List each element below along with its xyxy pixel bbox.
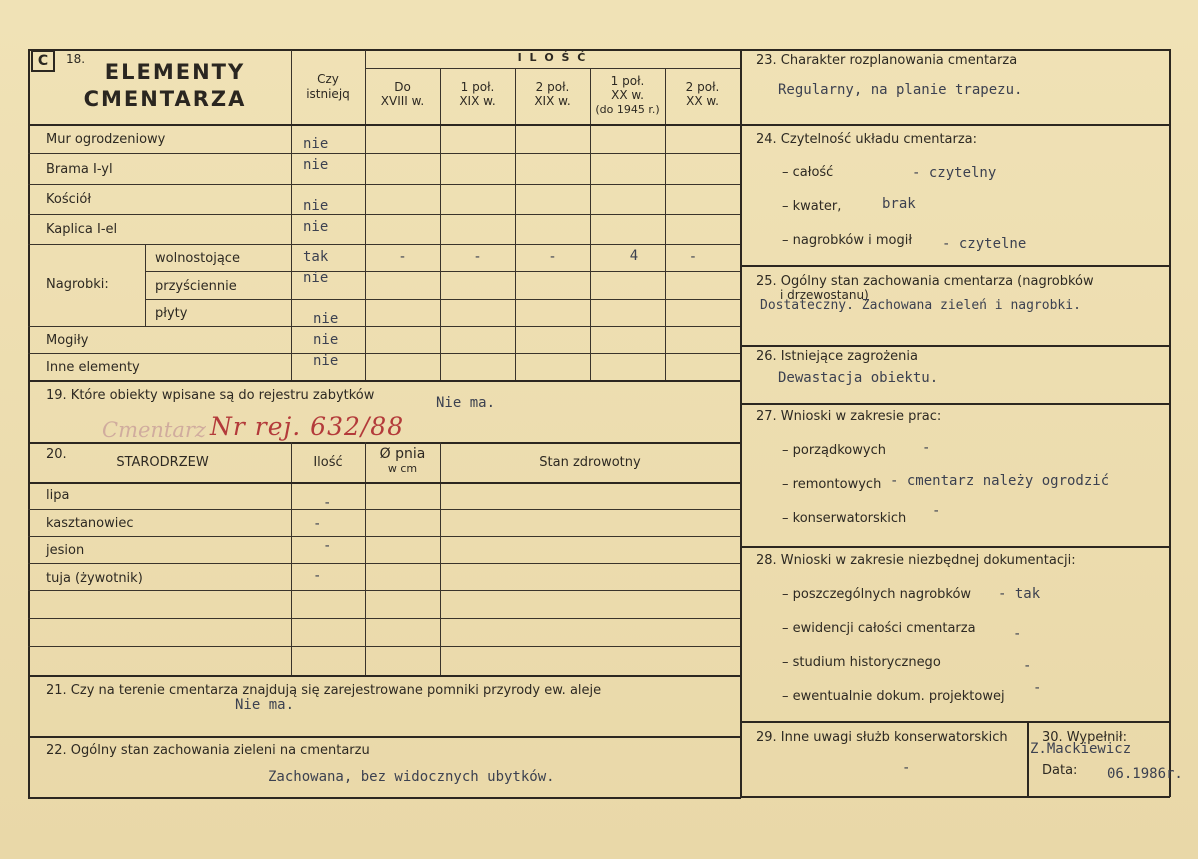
exists-value: nie xyxy=(303,198,329,214)
tree-count: - xyxy=(323,538,332,554)
row-label-mogily: Mogiły xyxy=(46,333,89,348)
tree-name: tuja (żywotnik) xyxy=(46,571,143,586)
s27-item-value: - xyxy=(932,503,941,519)
s28-item-label: – studium historycznego xyxy=(782,655,941,670)
s28-item-label: – ewentualnie dokum. projektowej xyxy=(782,689,1005,704)
s25-label-line2: i drzewostanu) xyxy=(780,288,869,302)
divider xyxy=(665,68,666,380)
border xyxy=(740,49,742,798)
s20-col-pnia-l2: w cm xyxy=(387,462,418,475)
divider xyxy=(145,244,146,326)
divider xyxy=(28,509,740,510)
divider xyxy=(28,124,741,126)
row-label-kosciol: Kościół xyxy=(46,192,92,207)
s26-value: Dewastacja obiektu. xyxy=(778,370,939,386)
period-header xyxy=(515,80,590,108)
s30-date-label: Data: xyxy=(1042,763,1078,778)
tree-count: - xyxy=(313,568,322,584)
s27-item-label: – remontowych xyxy=(782,477,882,492)
divider xyxy=(28,646,740,647)
period-l2: XIX w. xyxy=(534,94,571,108)
s19-value: Nie ma. xyxy=(436,395,496,411)
exists-value: tak xyxy=(303,249,329,265)
s27-label: 27. Wnioski w zakresie prac: xyxy=(756,409,942,424)
row-label-kaplica: Kaplica I-el xyxy=(46,222,118,237)
s28-item-label: – poszczególnych nagrobków xyxy=(782,587,972,602)
s22-label: 22. Ogólny stan zachowania zieleni na cmentarzu xyxy=(46,743,370,758)
divider xyxy=(291,442,292,675)
tree-count: - xyxy=(313,516,322,532)
count-value: - xyxy=(473,249,482,265)
period-l1: Do xyxy=(394,80,411,94)
period-header xyxy=(590,74,665,117)
s28-label: 28. Wnioski w zakresie niezbędnej dokumentacji: xyxy=(756,553,1076,568)
divider xyxy=(28,184,740,185)
s24-item-label: – całość xyxy=(782,165,834,180)
s25-value: Dostateczny. Zachowana zieleń i nagrobki. xyxy=(760,298,1081,313)
divider xyxy=(28,153,740,154)
s19-label: 19. Które obiekty wpisane są do rejestru zabytków xyxy=(46,388,375,403)
s24-item-label: – kwater, xyxy=(782,199,842,214)
s28-item-value: - xyxy=(1033,680,1042,696)
divider xyxy=(740,403,1170,405)
count-value: - xyxy=(398,249,407,265)
period-l2: XVIII w. xyxy=(380,94,425,108)
s30-label: 30. Wypełnił: xyxy=(1042,730,1127,745)
divider xyxy=(145,271,740,272)
s30-value: Z.Mackiewicz xyxy=(1030,741,1132,757)
exists-value: nie xyxy=(303,270,329,286)
s22-value: Zachowana, bez widocznych ubytków. xyxy=(268,769,555,785)
s27-item-value: - xyxy=(922,440,931,456)
period-l1: 1 poł. xyxy=(460,80,495,94)
divider xyxy=(365,68,740,69)
row-label-plyty: płyty xyxy=(155,306,188,321)
tree-name: jesion xyxy=(46,543,85,558)
period-l1: 2 poł. xyxy=(535,80,570,94)
count-value: - xyxy=(688,249,698,265)
s24-item-value: - czytelny xyxy=(912,165,997,181)
s23-value: Regularny, na planie trapezu. xyxy=(778,82,1023,98)
period-l2: XIX w. xyxy=(459,94,496,108)
s20-col-pnia-l1: Ø pnia xyxy=(379,446,426,462)
s28-item-value: - tak xyxy=(998,586,1041,602)
divider xyxy=(740,124,1170,126)
s23-label: 23. Charakter rozplanowania cmentarza xyxy=(756,53,1018,68)
period-header xyxy=(440,80,515,108)
s21-label: 21. Czy na terenie cmentarza znajdują się zarejestrowane pomniki przyrody ew. aleje xyxy=(46,683,602,698)
divider xyxy=(28,214,740,215)
section-letter: C xyxy=(37,53,49,69)
divider xyxy=(28,536,740,537)
period-l3: (do 1945 r.) xyxy=(595,103,660,116)
s20-col-pnia xyxy=(365,447,440,476)
s24-item-label: – nagrobków i mogił xyxy=(782,233,913,248)
divider xyxy=(365,442,366,675)
divider xyxy=(515,68,516,380)
row-label-mur: Mur ogrodzeniowy xyxy=(46,132,166,147)
exists-value: nie xyxy=(313,311,339,327)
s28-item-value: - xyxy=(1023,658,1032,674)
s29-value: - xyxy=(902,760,911,776)
period-l2: XX w. xyxy=(686,94,719,108)
row-label-inne: Inne elementy xyxy=(46,360,140,375)
row-label-przyscienne: przyściennie xyxy=(155,279,237,294)
count-value: - xyxy=(548,249,557,265)
col-exists-header xyxy=(291,72,365,102)
divider xyxy=(1027,721,1029,797)
row-label-wolnostojace: wolnostojące xyxy=(155,251,240,266)
divider xyxy=(28,482,741,484)
divider xyxy=(28,675,741,677)
border xyxy=(28,797,741,799)
period-l1: 2 poł. xyxy=(685,80,720,94)
border xyxy=(1169,49,1171,797)
s21-value: Nie ma. xyxy=(235,697,295,713)
s19-handwritten-register: Nr rej. 632/88 xyxy=(210,412,405,441)
divider xyxy=(28,618,740,619)
section-number: 18. xyxy=(66,52,86,66)
border xyxy=(740,796,1170,798)
s24-label: 24. Czytelność układu cmentarza: xyxy=(756,132,978,147)
divider xyxy=(740,721,1170,723)
divider xyxy=(145,299,740,300)
section-letter-box xyxy=(31,50,55,72)
divider xyxy=(740,345,1170,347)
divider xyxy=(28,244,740,245)
exists-value: nie xyxy=(313,353,339,369)
divider xyxy=(440,442,441,675)
s24-item-value: brak xyxy=(882,196,916,212)
s27-item-label: – porządkowych xyxy=(782,443,886,458)
ilosc-header: I L O Ś Ć xyxy=(517,51,588,64)
s20-col-stan: Stan zdrowotny xyxy=(539,455,641,470)
border xyxy=(740,49,1170,51)
divider xyxy=(28,326,740,327)
exists-value: nie xyxy=(313,332,339,348)
period-l2: XX w. xyxy=(611,88,644,102)
s20-header: STARODRZEW xyxy=(116,455,209,470)
divider xyxy=(740,265,1170,267)
count-value: 4 xyxy=(629,248,639,264)
tree-name: lipa xyxy=(46,488,70,503)
s28-item-label: – ewidencji całości cmentarza xyxy=(782,621,976,636)
period-l1: 1 poł. xyxy=(610,74,645,88)
exists-value: nie xyxy=(303,157,329,173)
divider xyxy=(28,380,741,382)
s20-col-ilosc: Ilość xyxy=(313,455,343,470)
divider xyxy=(28,353,740,354)
s30-date-value: 06.1986r. xyxy=(1107,766,1183,782)
exists-value: nie xyxy=(303,219,329,235)
row-label-nagrobki: Nagrobki: xyxy=(46,277,109,292)
s27-item-label: – konserwatorskich xyxy=(782,511,907,526)
s27-item-value: - cmentarz należy ogrodzić xyxy=(890,473,1110,489)
s25-label: 25. Ogólny stan zachowania cmentarza (nagrobków xyxy=(756,274,1094,289)
s28-item-value: - xyxy=(1013,626,1022,642)
col-exists-l2: istniejq xyxy=(306,87,350,101)
divider xyxy=(740,546,1170,548)
divider xyxy=(28,563,740,564)
divider xyxy=(28,442,741,444)
section-title-line1: ELEMENTY xyxy=(104,60,246,84)
tree-count: - xyxy=(323,495,332,511)
exists-value: nie xyxy=(303,136,329,152)
s19-handwritten-faint: Cmentarz xyxy=(102,418,206,442)
border xyxy=(28,49,30,798)
s26-label: 26. Istniejące zagrożenia xyxy=(756,349,918,364)
s24-item-value: - czytelne xyxy=(942,236,1027,252)
divider xyxy=(440,68,441,380)
col-exists-l1: Czy xyxy=(317,72,339,86)
divider xyxy=(28,590,740,591)
tree-name: kasztanowiec xyxy=(46,516,134,531)
section-title-line2: CMENTARZA xyxy=(83,87,247,111)
divider xyxy=(28,736,741,738)
s29-label: 29. Inne uwagi służb konserwatorskich xyxy=(756,730,1008,745)
period-header xyxy=(665,80,740,108)
s20-number: 20. xyxy=(46,447,67,462)
period-header xyxy=(365,80,440,108)
row-label-brama: Brama I-yl xyxy=(46,162,113,177)
